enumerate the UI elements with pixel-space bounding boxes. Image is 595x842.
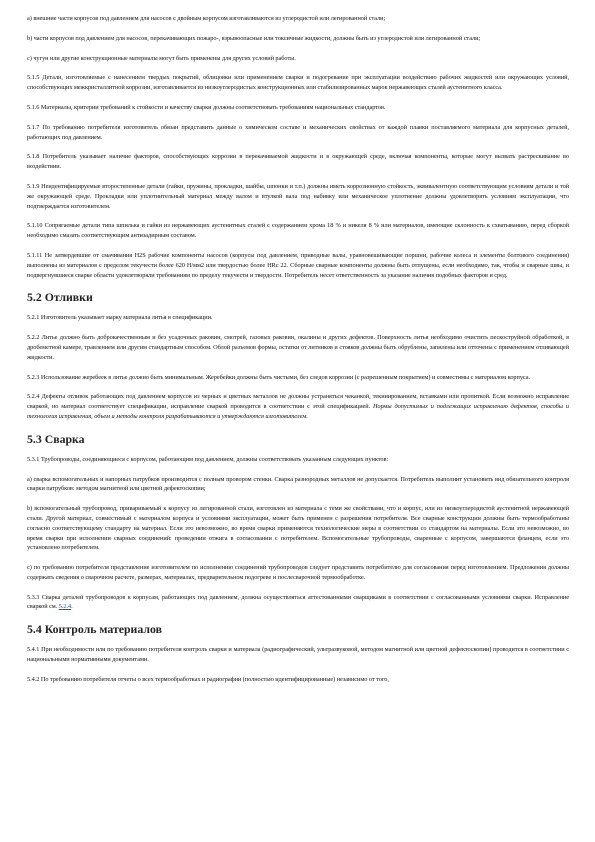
paragraph: 5.1.9 Неидентифицируемые второстепенные детали (гайки, пружины, прокладки, шайбы, шпонки и т.п.) должны иметь коррозионную стойкость, эквивалентную соответствующим условиям детали и той же окружающей среде. Прокладки или уплотнительный материал между валом и втулкой вала под набивку или механическое уплотнение должны удовлетворять условиям эксплуатации, что подтверждается изготовителем. <box>27 182 569 210</box>
paragraph-end: . <box>71 603 73 611</box>
paragraph: 5.4.1 При необходимости или по требованию потребителя контроль сварки и материала (радиографический, ультразвуковой, методом магнитной или цветной дефектоскопии) проводится в соответствии с национальными нормативными документами. <box>27 646 569 664</box>
section-heading-castings: 5.2 Отливки <box>27 290 93 305</box>
paragraph-5-3-3 <box>27 593 569 613</box>
paragraph-text: 5.3.3 Сварка деталей трубопроводов к корпусам, работающих под давлением, должна осуществляться аттестованными сварщиками в соответствии с согласованными условиями сварки. Исправление сваркой см. <box>27 593 569 611</box>
paragraph-group-5-1 <box>27 14 569 280</box>
paragraph: а) внешние части корпусов под давлением для насосов с двойным корпусом изготавливаются из углеродистой или легированной стали; <box>27 15 386 22</box>
paragraph: 5.1.10 Сопрягаемые детали типа шпилька и гайки из нержавеющих аустенитных сталей с содержанием хрома 18 % и никеля 8 % или материалов, имеющие склонность к схватыванию, перед сборкой необходимо смазать соответствующим антизадирным составом. <box>27 222 569 240</box>
paragraph-group-5-4 <box>27 645 569 684</box>
paragraph-text: 5.2.4 Дефекты отливок работающих под давлением корпусов из черных и цветных металлов не должны устраняться чеканкой, текинированием, вставками или пропиткой. Если возможно исправление сваркой, но материал соответствует спецификации, исправление сваркой проводится в соответствии с этой спецификацией. <box>27 393 569 411</box>
italic-note: Нормы допустимых и подлежащих исправлению дефектов, способы и технология исправления, объем и методы контроля разрабатываются и утверждаются изготовителем. <box>27 403 569 420</box>
paragraph: c) чугун или другие конструкционные материалы могут быть применены для других условий работы. <box>27 54 296 62</box>
paragraph: 5.2.1 Изготовитель указывает марку материала литья в спецификации. <box>27 314 213 322</box>
paragraph: а) сварка вспомогательных и напорных патрубков производится с полным провором стенки. Сварка разнородных металлов не допускается. Потребитель выполнит установить вид обязательного контроля сварки патрубков: методом магнитной или цветной дефектоскопии; <box>27 475 569 493</box>
paragraph: 5.1.8 Потребитель указывает наличие факторов, способствующих коррозии в перекачиваемой жидкости и в окружающей среде, включая компоненты, которые могут вызвать растрескивание во воздействии. <box>27 153 569 171</box>
paragraph-5-2-4 <box>27 392 569 421</box>
paragraph: 5.4.2 По требованию потребителя отчеты о всех термообработках и радиографии (полностью идентифицированные) независимо от того, <box>27 675 389 683</box>
section-heading-welding: 5.3 Сварка <box>27 431 85 446</box>
section-heading-materials-control: 5.4 Контроль материалов <box>27 622 162 637</box>
paragraph-group-5-3 <box>27 455 569 613</box>
paragraph: 5.1.7 По требованию потребителя изготовитель обязан представить данные о химическом составе и механических свойствах от каждой плавки поставляемого материала для корпусных деталей, работающих под давлением. <box>27 123 569 141</box>
paragraph: 5.2.3 Использование жеребеек в литье должно быть минимальным. Жеребейки должны быть чистыми, без следов коррозии (с разрешенным покрытием) и совместимы с материалом корпуса. <box>27 373 531 381</box>
paragraph: 5.2.2 Литье должно быть доброкачественным и без усадочных раковин, смотрей, газовых раковин, окалины и других дефектов. Поверхность литья необходимо очистить пескоструйной обработкой, в дробеметной камере, травлением или другим стандартным способом. Облой разъемов формы, остатки от литников и стояков должны быть обрублены, запилены или отточены с применением отливающей жидкости. <box>27 334 569 361</box>
paragraph: b) вспомогательный трубопровод, привариваемый к корпусу из легированной стали, изготовлен из материала с теми же свойствами, что и корпус, или из низкоуглеродистой аустенитной нержавеющей стали. Другой материал, совместимый с материалом корпуса и условиями эксплуатации, может быть применен с разрешения потребителя. Все сварные конструкции должны быть термообработаны согласно соответствующему стандарту на материал. Если это невозможно, во время сварки применяются технологические меры в соответствии со стандартом на материалы. Если это невозможно, во время сварки при исполнении сварных соединений: проведении отжига в согласовании с потребителем. Вспомогательные трубопроводы, сваренные с корпусом, завершаются фланцем, если это установлено потребителем. <box>27 505 569 552</box>
paragraph: c) по требованию потребителя представление изготовителем по исполнению соединений трубопроводов следует представить потребителю для согласования перед изготовлением. Предложения должны содержать сведения о сварочном расчете, размерах, материалах, предварительном подогреве и послесварочной термообработке. <box>27 564 569 581</box>
paragraph: b) части корпусов под давлением для насосов, перекачивающих пожаро-, взрывоопасные или токсичные жидкости, должны быть из углеродистой или легированной стали; <box>27 34 481 42</box>
paragraph-group-5-2 <box>27 313 569 421</box>
paragraph: 5.1.11 Не затвердевшие от смачивания H2S рабочие компоненты насосов (корпусы под давлением, приводные валы, уравновешивающие поршни, рабочие колеса и элементы болтового соединения) выполнены из материалов с пределом текучести более 620 Н/мм2 или твердостью более HRc 22. Сборные сварные компоненты должны быть отпущены, если необходимо, так, чтобы и сварные швы, и подвергнувшиеся сварке области удовлетворяли требованиям по пределу текучести и твердости. Потребитель несет ответственность за указание наличия подобных факторов и сред. <box>27 251 569 279</box>
cross-reference-link[interactable]: 5.2.4 <box>58 603 72 611</box>
paragraph: 5.1.5 Детали, изготовляемые с нанесением твердых покрытий, облицовки или применением сварки и подогревание при эксплуатации воздействию рабочих жидкостей или окружающих условий, способствующих межкристаллитной коррозии, изготавливается из низкоуглеродистых конструкционных или стабилизированных марок нержавеющих сталей аустенитного класса. <box>27 74 569 92</box>
paragraph: 5.3.1 Трубопроводы, соединяющиеся с корпусом, работающим под давлением, должны соответствовать указанным следующих пунктов: <box>27 455 389 463</box>
paragraph: 5.1.6 Материалы, критерии требований к стойкости и качеству сварки должны соответствовать требованиям национальных стандартов. <box>27 103 386 111</box>
